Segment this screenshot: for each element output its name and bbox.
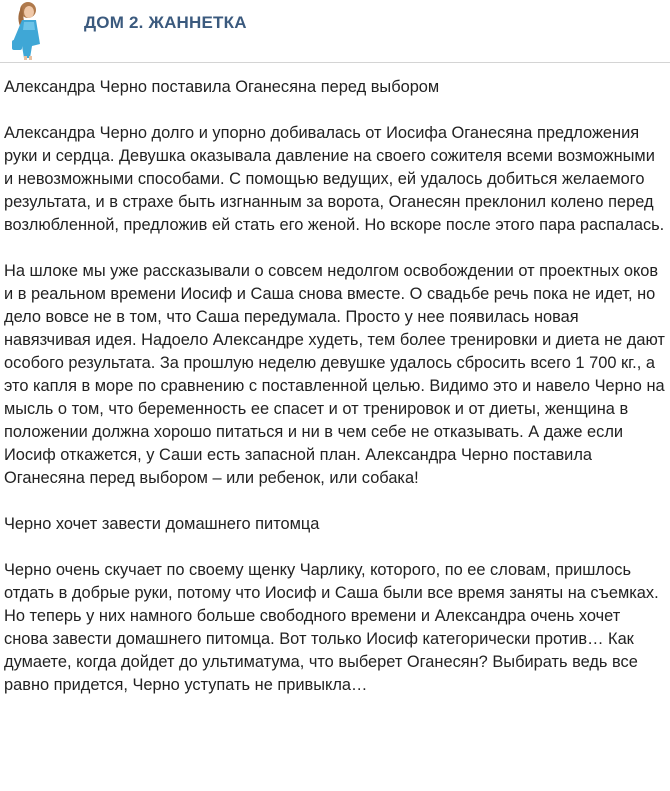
article-headline: Александра Черно поставила Оганесяна перед выбором <box>4 78 440 96</box>
header-divider <box>0 62 670 63</box>
article-paragraph-1: Александра Черно долго и упорно добивалась от Иосифа Оганесяна предложения руки и сердца. Девушка оказывала давление на своего сожителя всеми возможными и невозможными способами. С помощью ведущих, ей удалось добиться желаемого результата, и в страхе быть изгнанным за ворота, Оганесян преклонил колено перед возлюбленной, предложив ей стать его женой. Но вскоре после этого пара распалась. <box>4 124 665 234</box>
article-paragraph-3: Черно очень скучает по своему щенку Чарлику, которого, по ее словам, пришлось отдать в добрые руки, потому что Иосиф и Саша были все время заняты на съемках. Но теперь у них намного больше свободного времени и Александра очень хочет снова завести домашнего питомца. Вот только Иосиф категорически против… Как думаете, когда дойдет до ультиматума, что выберет Оганесян? Выбирать ведь все равно придется, Черно уступать не привыкла… <box>4 561 659 694</box>
article-paragraph-2: На шлоке мы уже рассказывали о совсем недолгом освобождении от проектных оков и в реальном времени Иосиф и Саша снова вместе. О свадьбе речь пока не идет, но дело вовсе не в том, что Саша передумала. Просто у нее появилась новая навязчивая идея. Надоело Александре худеть, тем более тренировки и диета не дают особого результата. За прошлую неделю девушке удалось сбросить всего 1 700 кг., а это капля в море по сравнению с поставленной целью. Видимо это и навело Черно на мысль о том, что беременность ее спасет и от тренировок и от диеты, женщина в положении должна хорошо питаться и ни в чем себе не отказывать. А даже если Иосиф откажется, у Саши есть запасной план. Александра Черно поставила Оганесяна перед выбором – или ребенок, или собака! <box>4 262 665 487</box>
girl-in-blue-dress-avatar-icon[interactable] <box>2 0 46 60</box>
article-body <box>4 76 666 720</box>
channel-header <box>0 0 670 62</box>
channel-title[interactable]: ДОМ 2. ЖАННЕТКА <box>84 13 247 32</box>
article-subheadline: Черно хочет завести домашнего питомца <box>4 515 320 533</box>
